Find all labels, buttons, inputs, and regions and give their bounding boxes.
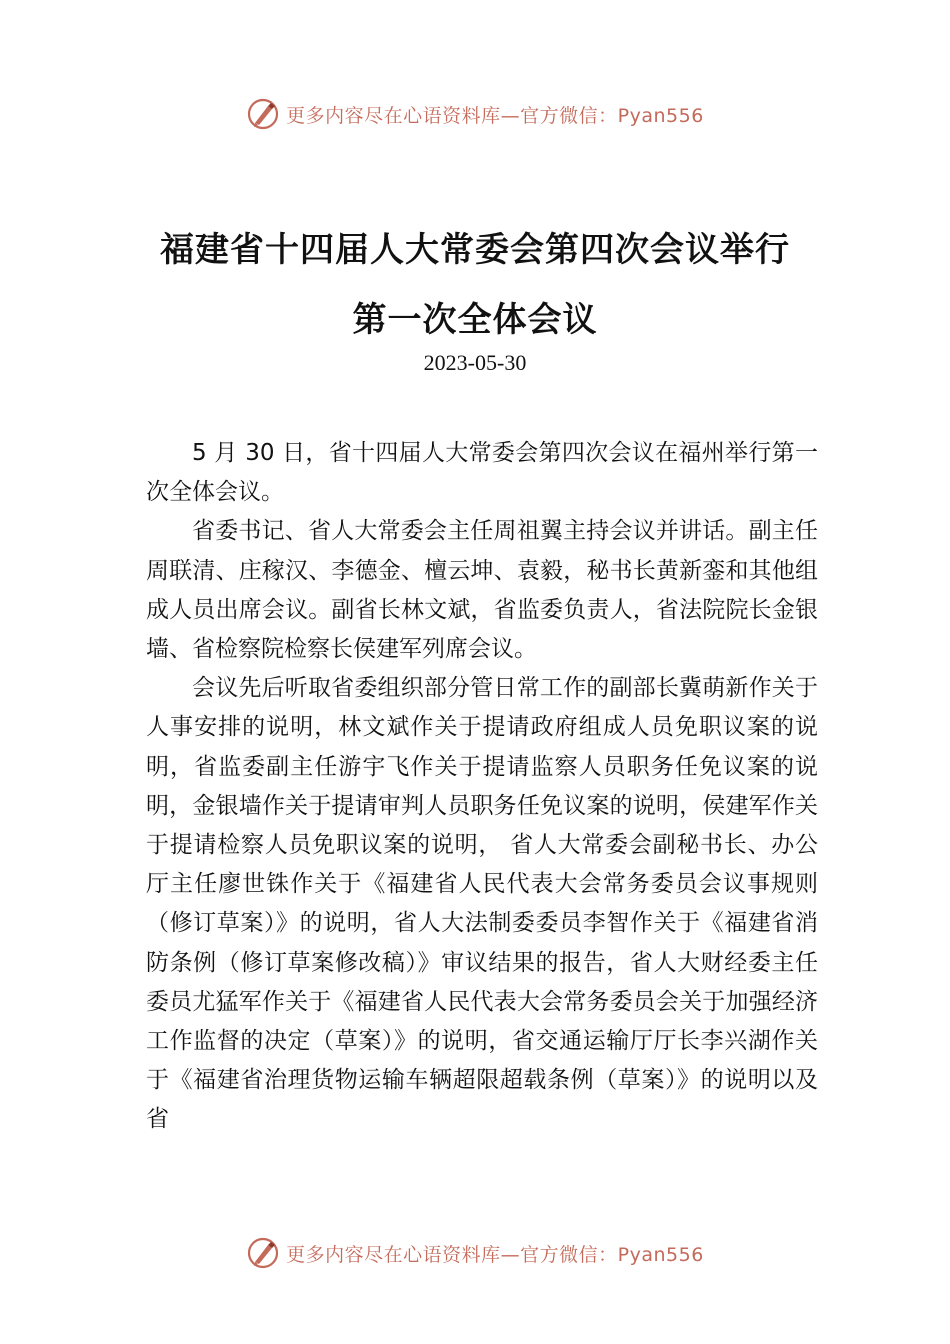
paragraph: 省委书记、省人大常委会主任周祖翼主持会议并讲话。副主任周联清、庄稼汉、李德金、檀云坤、袁毅，秘书长黄新銮和其他组成人员出席会议。副省长林文斌，省监委负责人，省法院院长金银墙、省检察院检察长侯建军列席会议。 — [146, 518, 818, 663]
article-body — [146, 434, 818, 1140]
paragraph: 会议先后听取省委组织部分管日常工作的副部长冀萌新作关于人事安排的说明，林文斌作关于提请政府组成人员免职议案的说明，省监委副主任游宇飞作关于提请监察人员职务任免议案的说明，金银墙作关于提请审判人员职务任免议案的说明，侯建军作关于提请检察人员免职议案的说明， 省人大常委会副秘书长、办公厅主任廖世铢作关于《福建省人民代表大会常务委员会议事规则（修订草案）》的说明，省人大法制委委员李智作关于《福建省消防条例（修订草案修改稿）》审议结果的报告，省人大财经委主任委员尤猛军作关于《福建省人民代表大会常务委员会关于加强经济工作监督的决定（草案）》的说明，省交通运输厅厅长李兴湖作关于《福建省治理货物运输车辆超限超载条例（草案）》的说明以及省 — [146, 675, 818, 1133]
watermark-text: 更多内容尽在心语资料库—官方微信：Pyan556 — [286, 1243, 704, 1266]
publish-date: 2023-05-30 — [423, 350, 527, 375]
header-watermark — [0, 94, 950, 134]
footer-watermark — [0, 1233, 950, 1273]
document-title-line-1: 福建省十四届人大常委会第四次会议举行 — [160, 230, 790, 270]
document-title-line-2: 第一次全体会议 — [352, 300, 598, 340]
watermark-text: 更多内容尽在心语资料库—官方微信：Pyan556 — [286, 104, 704, 127]
pen-logo-icon — [246, 1236, 280, 1270]
pen-logo-icon — [246, 97, 280, 131]
paragraph: 5 月 30 日，省十四届人大常委会第四次会议在福州举行第一次全体会议。 — [146, 440, 818, 506]
